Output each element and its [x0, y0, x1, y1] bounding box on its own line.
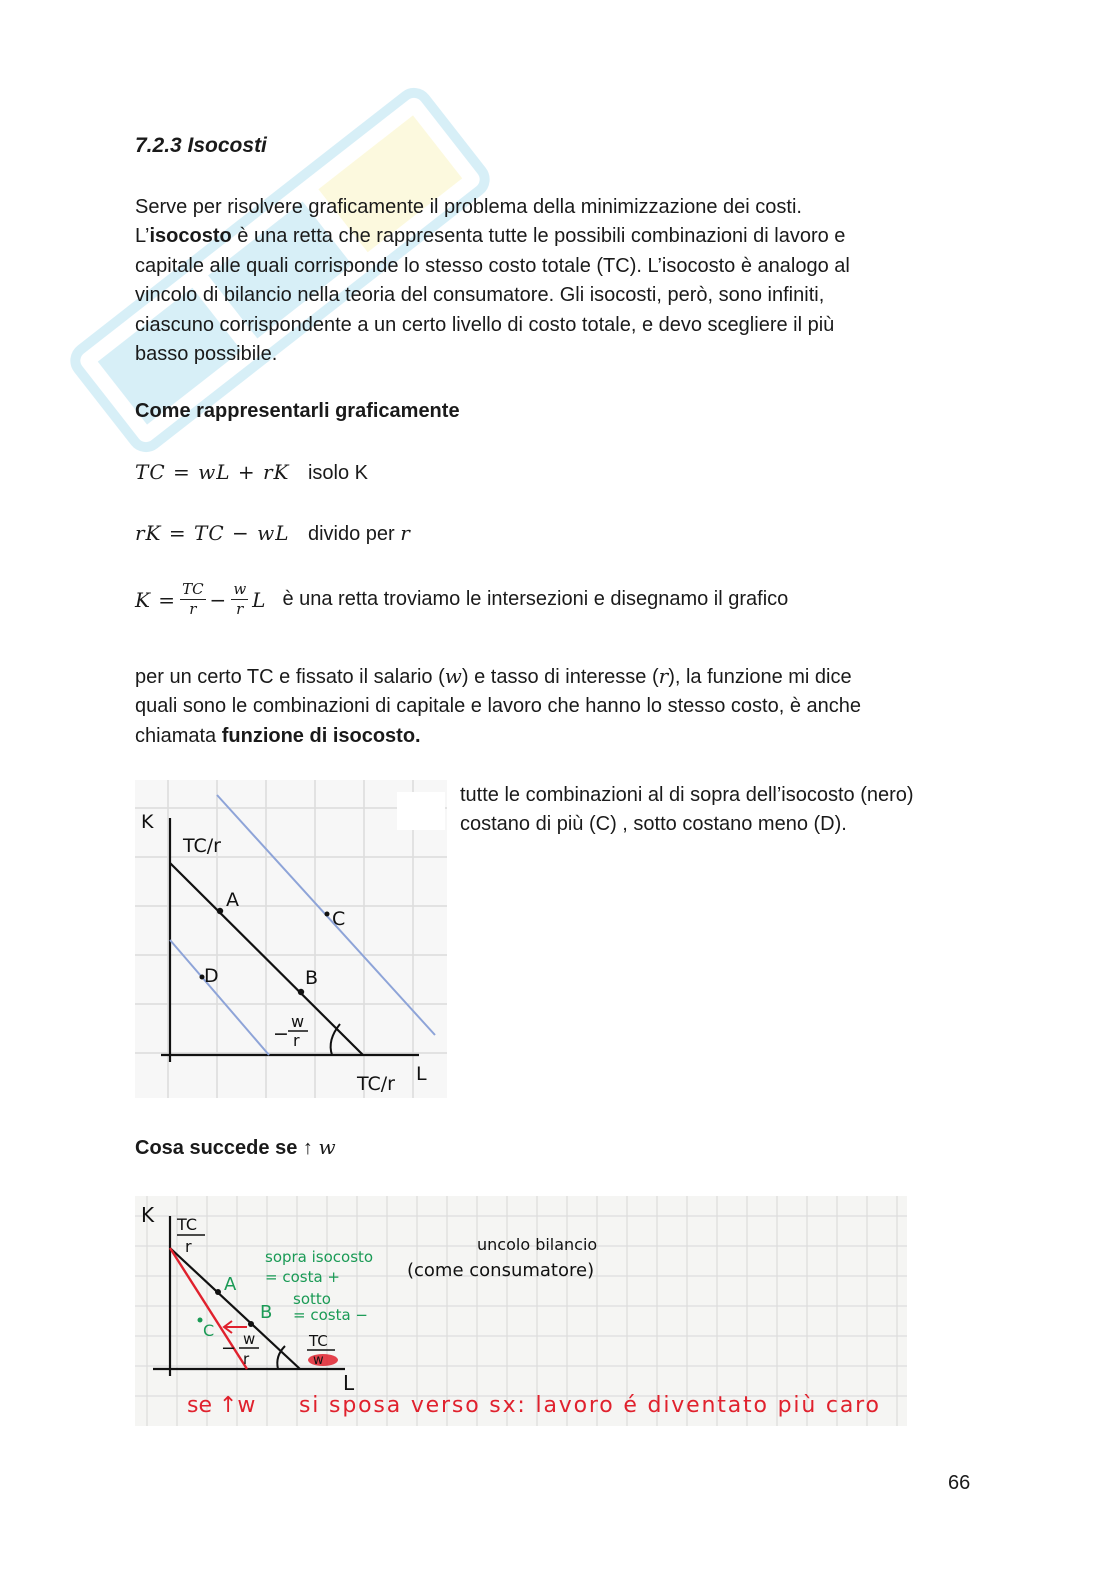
intro-line-5: ciascuno corrispondente a un certo livello di costo totale, e devo scegliere il più	[135, 313, 835, 336]
graph-2-background	[135, 1196, 907, 1426]
graph-1-tc-bottom-label: TC/r	[357, 1073, 395, 1095]
page-number: 66	[948, 1472, 971, 1494]
equation-3-minus: −	[209, 587, 228, 612]
slope-sign: −	[273, 1023, 289, 1045]
equation-3-lhs: K =	[135, 587, 177, 612]
graph-2-slope-den: r	[243, 1350, 250, 1368]
how-heading: Come rappresentarli graficamente	[135, 400, 460, 422]
intro-line-3: capitale alle quali corrisponde lo stesso costo totale (TC). L’isocosto è analogo al	[135, 254, 850, 277]
isocosto-term: isocosto	[149, 225, 232, 248]
wage-increase-graph	[135, 1196, 907, 1426]
point-b-label: B	[305, 967, 319, 989]
figure-1-caption	[460, 781, 914, 840]
shift-heading-var: w	[318, 1135, 336, 1159]
graph-2-tc-den: r	[185, 1237, 192, 1256]
fraction-w-over-r	[231, 580, 248, 619]
equation-1-note: isolo K	[307, 462, 368, 484]
equation-2-note-text: divido per	[307, 523, 401, 545]
graph-2-point-a-label: A	[224, 1274, 237, 1295]
desc-l3-pre: chiamata	[135, 724, 222, 747]
fraction-w-num: w	[233, 580, 247, 598]
point-d-label: D	[204, 965, 219, 987]
graph-2-l-label: L	[343, 1371, 355, 1395]
green-note-1: sopra isocosto	[265, 1248, 374, 1266]
intro-paragraph	[135, 193, 985, 369]
fraction-tc-num: TC	[182, 580, 204, 598]
point-c-dot	[325, 912, 330, 917]
intro-line-2-post: è una retta che rappresenta tutte le possibili combinazioni di lavoro e	[231, 225, 846, 248]
graph-1-l-label: L	[416, 1063, 427, 1085]
graph-2-tc2-num: TC	[309, 1332, 328, 1350]
intro-line-2-pre: L’	[135, 225, 150, 248]
graph-2-point-c-label: C	[203, 1321, 215, 1340]
fraction-tc-den: r	[189, 600, 197, 618]
graph-1-tc-top-label: TC/r	[183, 835, 221, 857]
intro-line-6: basso possibile.	[135, 343, 278, 366]
figure-1-caption-line-1: tutte le combinazioni al di sopra dell’isocosto (nero)	[460, 784, 914, 806]
funzione-isocosto-term: funzione di isocosto.	[221, 724, 421, 747]
red-note-2: si sposa verso sx: lavoro é diventato più caro	[299, 1393, 879, 1418]
black-note-2: (come consumatore)	[407, 1260, 595, 1281]
graph-2-point-a-dot	[215, 1289, 221, 1295]
graph-1-white-patch	[397, 792, 445, 830]
equation-1	[135, 460, 368, 485]
point-a-label: A	[226, 889, 239, 911]
graph-2-point-b-label: B	[260, 1302, 273, 1323]
point-b-dot	[298, 989, 304, 995]
red-note-1: se ↑w	[187, 1393, 256, 1418]
graph-2-point-b-dot	[248, 1321, 254, 1327]
graph-2-point-c-dot	[198, 1318, 203, 1323]
graph-2-slope-num: w	[243, 1330, 256, 1348]
equation-2	[135, 521, 410, 546]
graph-2-slope-sign: −	[221, 1338, 237, 1359]
desc-l1-a: per un certo TC e fissato il salario (	[135, 666, 445, 688]
description-line-2: quali sono le combinazioni di capitale e lavoro che hanno lo stesso costo, è anche	[135, 695, 862, 718]
shift-heading-text: Cosa succede se ↑	[135, 1137, 319, 1159]
equation-2-note	[308, 523, 410, 545]
fraction-tc-over-r	[180, 580, 205, 619]
intro-line-4: vincolo di bilancio nella teoria del consumatore. Gli isocosti, però, sono infiniti,	[135, 284, 825, 307]
fraction-w-den: r	[236, 600, 244, 618]
equation-3-note: è una retta troviamo le intersezioni e disegnamo il grafico	[282, 588, 789, 610]
equation-2-note-var: r	[400, 521, 410, 545]
graph-2-tc2-den: w	[313, 1353, 324, 1368]
equation-2-math: rK = TC − wL	[135, 521, 290, 545]
figure-1-caption-line-2: costano di più (C) , sotto costano meno (D).	[460, 813, 847, 836]
slope-numerator: w	[291, 1012, 305, 1031]
green-note-3: sotto	[293, 1290, 331, 1308]
desc-l1-r: r	[658, 664, 669, 688]
green-note-4: = costa −	[293, 1306, 368, 1324]
isocost-graph	[135, 780, 447, 1098]
equation-3-var: L	[252, 587, 267, 612]
intro-line-1: Serve per risolvere graficamente il problema della minimizzazione dei costi.	[135, 196, 802, 218]
graph-1-k-label: K	[141, 811, 154, 833]
point-a-dot	[217, 908, 223, 914]
equation-1-math: TC = wL + rK	[135, 460, 290, 484]
green-note-2: = costa +	[265, 1268, 340, 1286]
shift-heading	[135, 1135, 336, 1160]
slope-denominator: r	[293, 1031, 300, 1050]
point-c-label: C	[332, 908, 346, 930]
equation-3	[135, 580, 788, 619]
description-paragraph	[135, 662, 985, 751]
description-line-3	[135, 722, 985, 751]
graph-2-tc-num: TC	[177, 1215, 198, 1234]
desc-l1-b: ) e tasso di interesse (	[461, 666, 659, 688]
description-line-1	[135, 662, 985, 692]
desc-l1-w: w	[444, 664, 462, 688]
graph-2-k-label: K	[141, 1203, 155, 1227]
intro-line-2	[135, 222, 985, 251]
desc-l1-c: ), la funzione mi dice	[668, 666, 852, 688]
section-title: 7.2.3 Isocosti	[135, 134, 267, 157]
black-note-1: uncolo bilancio	[477, 1235, 598, 1254]
